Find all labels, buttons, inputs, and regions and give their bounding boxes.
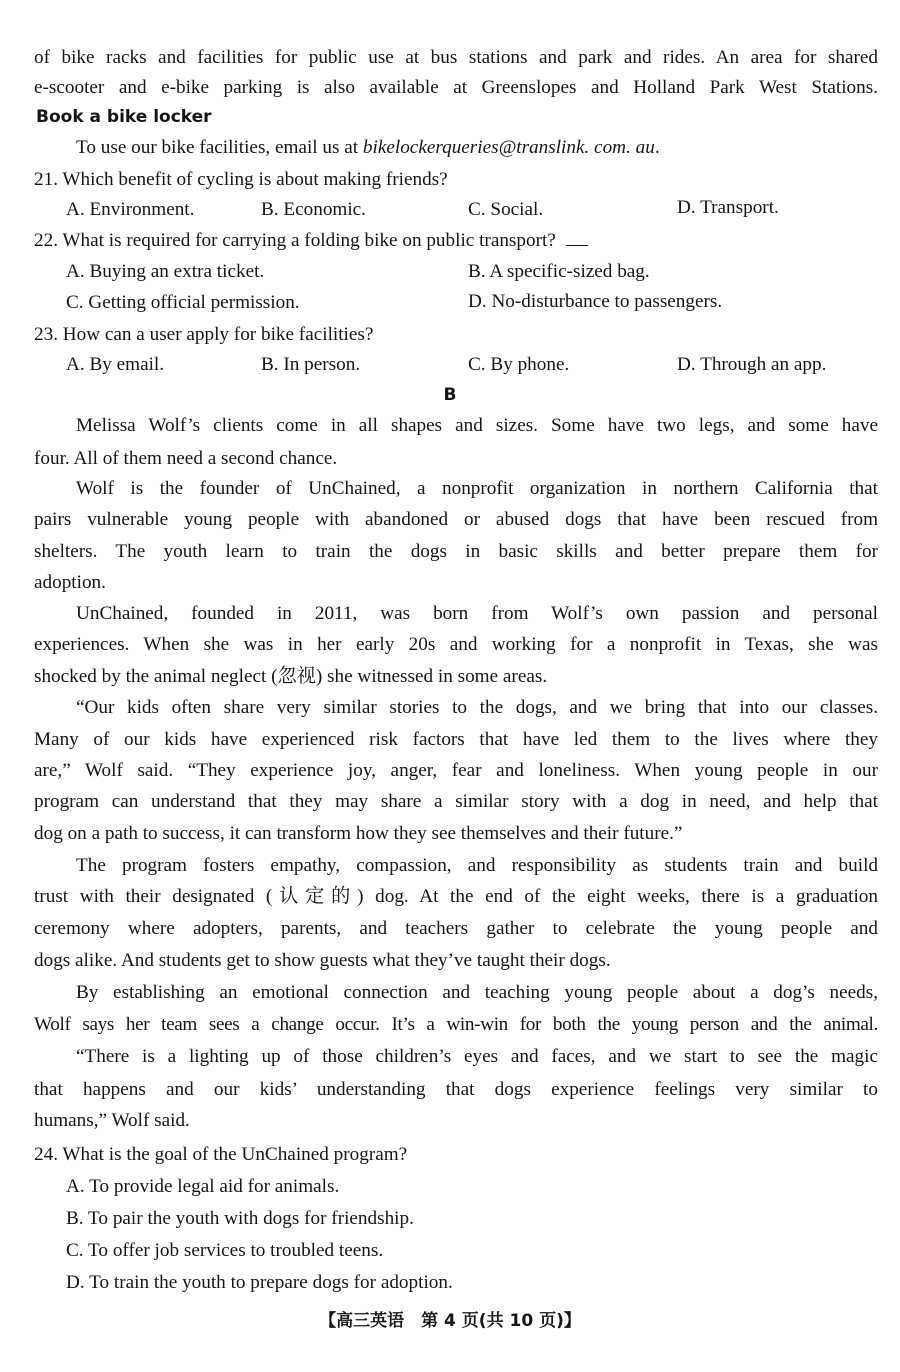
passage-line: The program fosters empathy, compassion, and responsibility as students train and build <box>76 855 878 876</box>
passage-line: shelters. The youth learn to train the dogs in basic skills and better prepare them for <box>34 541 878 562</box>
q23-option-c: C. By phone. <box>468 354 570 375</box>
q24-option-d: D. To train the youth to prepare dogs for adoption. <box>66 1272 453 1293</box>
q24-option-c: C. To offer job services to troubled teens. <box>66 1240 384 1261</box>
locker-text <box>76 136 878 160</box>
q21-option-d: D. Transport. <box>677 197 779 218</box>
q23-option-b: B. In person. <box>261 354 361 375</box>
passage-line: that happens and our kids’ understanding that dogs experience feelings very similar to <box>34 1079 878 1100</box>
q22-option-a: A. Buying an extra ticket. <box>66 261 265 282</box>
passage-line: adoption. <box>34 572 106 593</box>
q23-stem: 23. How can a user apply for bike facilities? <box>34 324 374 345</box>
q22-stem <box>34 229 878 253</box>
q24-option-b: B. To pair the youth with dogs for friendship. <box>66 1208 414 1229</box>
passage-line: pairs vulnerable young people with abandoned or abused dogs that have been rescued from <box>34 509 878 530</box>
passage-line: are,” Wolf said. “They experience joy, anger, fear and loneliness. When young people in our <box>34 760 878 781</box>
intro-line-1: of bike racks and facilities for public use at bus stations and park and rides. An area for shared <box>34 47 878 68</box>
passage-line: Wolf says her team sees a change occur. It’s a win-win for both the young person and the animal. <box>34 1014 878 1035</box>
q21-stem: 21. Which benefit of cycling is about making friends? <box>34 169 448 190</box>
q21-option-a: A. Environment. <box>66 199 195 220</box>
passage-line: program can understand that they may share a similar story with a dog in need, and help that <box>34 791 878 812</box>
passage-line: four. All of them need a second chance. <box>34 448 338 469</box>
answer-blank <box>566 235 588 246</box>
q23-option-d: D. Through an app. <box>677 354 827 375</box>
locker-text-before: To use our bike facilities, email us at <box>76 137 363 158</box>
passage-line: Wolf is the founder of UnChained, a nonprofit organization in northern California that <box>76 478 878 499</box>
passage-line: shocked by the animal neglect (忽视) she witnessed in some areas. <box>34 666 548 687</box>
passage-line: humans,” Wolf said. <box>34 1110 190 1131</box>
section-b-heading: B <box>443 385 457 405</box>
q22-option-b: B. A specific-sized bag. <box>468 261 650 282</box>
page-footer: 【高三英语 第 4 页(共 10 页)】 <box>319 1311 581 1331</box>
locker-email: bikelockerqueries@translink. com. au <box>362 137 655 158</box>
q24-stem: 24. What is the goal of the UnChained program? <box>34 1144 408 1165</box>
passage-line: UnChained, founded in 2011, was born from Wolf’s own passion and personal <box>76 603 878 624</box>
passage-line: dogs alike. And students get to show guests what they’ve taught their dogs. <box>34 950 611 971</box>
q21-option-b: B. Economic. <box>261 199 366 220</box>
q22-stem-text: 22. What is required for carrying a folding bike on public transport? <box>34 230 556 251</box>
passage-line: dog on a path to success, it can transform how they see themselves and their future.” <box>34 823 683 844</box>
passage-line: Many of our kids have experienced risk factors that have led them to the lives where they <box>34 729 878 750</box>
q22-option-c: C. Getting official permission. <box>66 292 300 313</box>
q23-option-a: A. By email. <box>66 354 165 375</box>
locker-heading: Book a bike locker <box>36 107 212 127</box>
passage-line: “There is a lighting up of those children’s eyes and faces, and we start to see the magic <box>76 1046 878 1067</box>
q21-option-c: C. Social. <box>468 199 544 220</box>
passage-line: ceremony where adopters, parents, and teachers gather to celebrate the young people and <box>34 918 878 939</box>
q24-option-a: A. To provide legal aid for animals. <box>66 1176 340 1197</box>
passage-line: trust with their designated (认定的) dog. At the end of the eight weeks, there is a graduation <box>34 886 878 907</box>
passage-line: “Our kids often share very similar stories to the dogs, and we bring that into our classes. <box>76 697 878 718</box>
intro-line-2: e-scooter and e-bike parking is also available at Greenslopes and Holland Park West Stations. <box>34 77 878 98</box>
q22-option-d: D. No-disturbance to passengers. <box>468 291 723 312</box>
locker-text-after: . <box>654 137 660 158</box>
passage-line: Melissa Wolf’s clients come in all shapes and sizes. Some have two legs, and some have <box>76 415 878 436</box>
passage-line: By establishing an emotional connection and teaching young people about a dog’s needs, <box>76 982 878 1003</box>
passage-line: experiences. When she was in her early 20s and working for a nonprofit in Texas, she was <box>34 634 878 655</box>
